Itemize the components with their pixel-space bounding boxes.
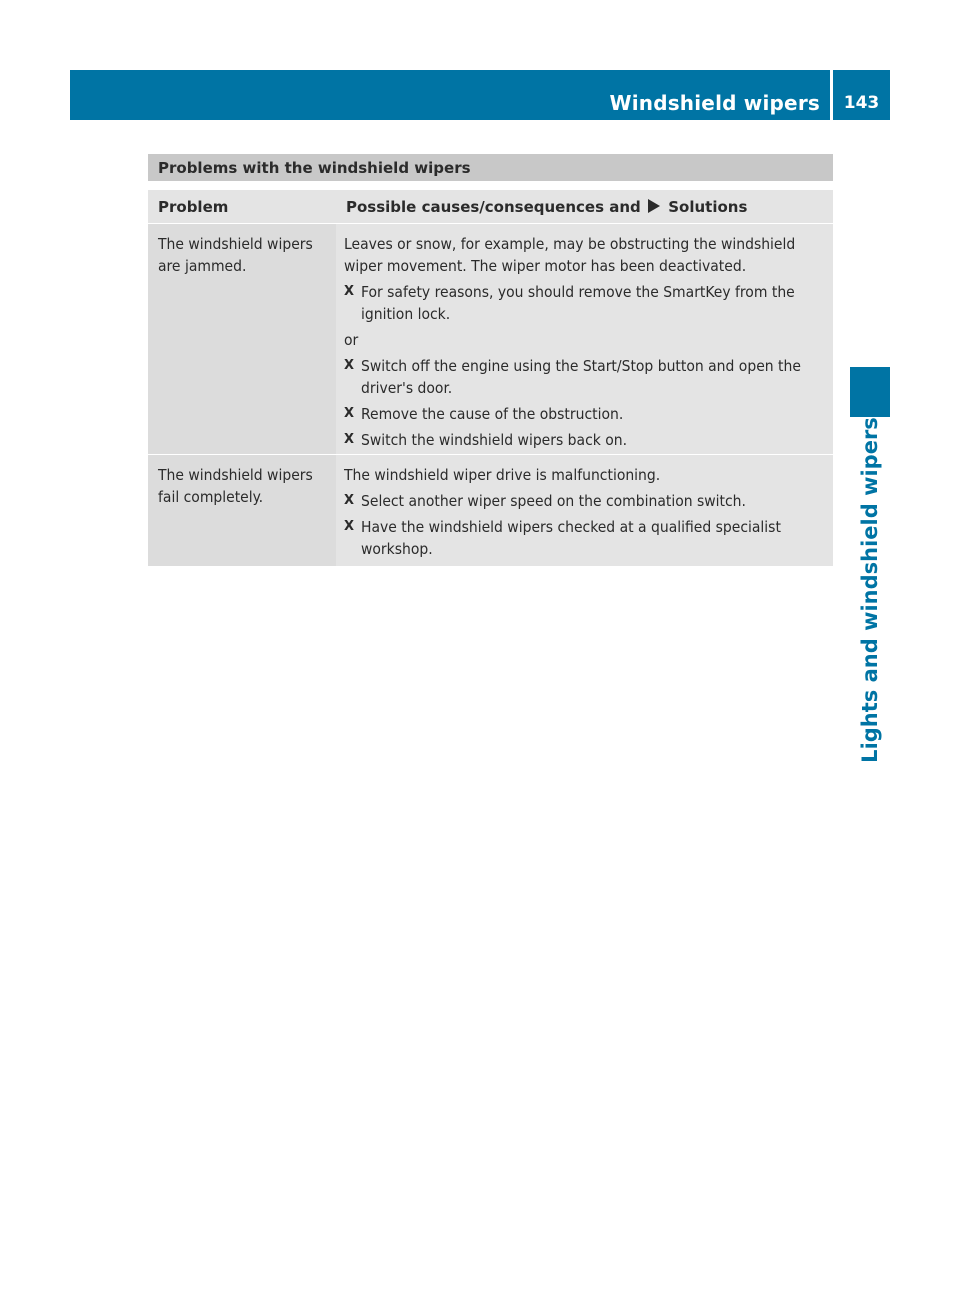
solution-arrow-icon (648, 199, 660, 213)
table-row-2-solutions (336, 455, 833, 566)
page-number: 143 (843, 93, 880, 113)
step-marker-icon: X (344, 519, 355, 534)
column-header-problem-label: Problem (158, 198, 229, 216)
step-marker-icon: X (344, 284, 355, 299)
problem-text: The windshield wipers are jammed. (158, 235, 313, 275)
step-marker-icon: X (344, 358, 355, 373)
problem-text: The windshield wipers fail completely. (158, 466, 313, 506)
solution-step (344, 429, 829, 451)
solution-step-text: For safety reasons, you should remove the SmartKey from the ignition lock. (361, 283, 795, 323)
solution-step (344, 490, 829, 512)
solution-step (344, 355, 829, 399)
solution-step-text: Have the windshield wipers checked at a qualified specialist workshop. (361, 518, 781, 558)
cause-text: The windshield wiper drive is malfunctioning. (344, 466, 661, 484)
table-row-2-problem (148, 455, 336, 566)
solution-step (344, 516, 829, 560)
header-bar (70, 70, 890, 120)
cause-text: Leaves or snow, for example, may be obstructing the windshield wiper movement. The wiper motor has been deactivated. (344, 235, 796, 275)
column-header-solutions (336, 190, 833, 223)
column-header-problem (148, 190, 336, 223)
chapter-label-text: Lights and windshield wipers (858, 417, 882, 763)
table-title: Problems with the windshield wipers (148, 154, 833, 181)
chapter-tab (850, 367, 890, 417)
table-row-1-solutions (336, 224, 833, 454)
column-header-solutions-label: Possible causes/consequences and (346, 198, 641, 216)
solution-step-text: Select another wiper speed on the combination switch. (361, 492, 746, 510)
solution-step-text: Switch off the engine using the Start/Stop button and open the driver's door. (361, 357, 801, 397)
solution-step-text: Remove the cause of the obstruction. (361, 405, 624, 423)
solution-step-text: Switch the windshield wipers back on. (361, 431, 628, 449)
column-header-solutions-suffix: Solutions (668, 198, 748, 216)
alternative-or: or (344, 331, 359, 349)
solution-step (344, 281, 829, 325)
section-title: Windshield wipers (609, 91, 820, 115)
solution-step (344, 403, 829, 425)
step-marker-icon: X (344, 493, 355, 508)
step-marker-icon: X (344, 406, 355, 421)
table-row-1-problem (148, 224, 336, 454)
step-marker-icon: X (344, 432, 355, 447)
